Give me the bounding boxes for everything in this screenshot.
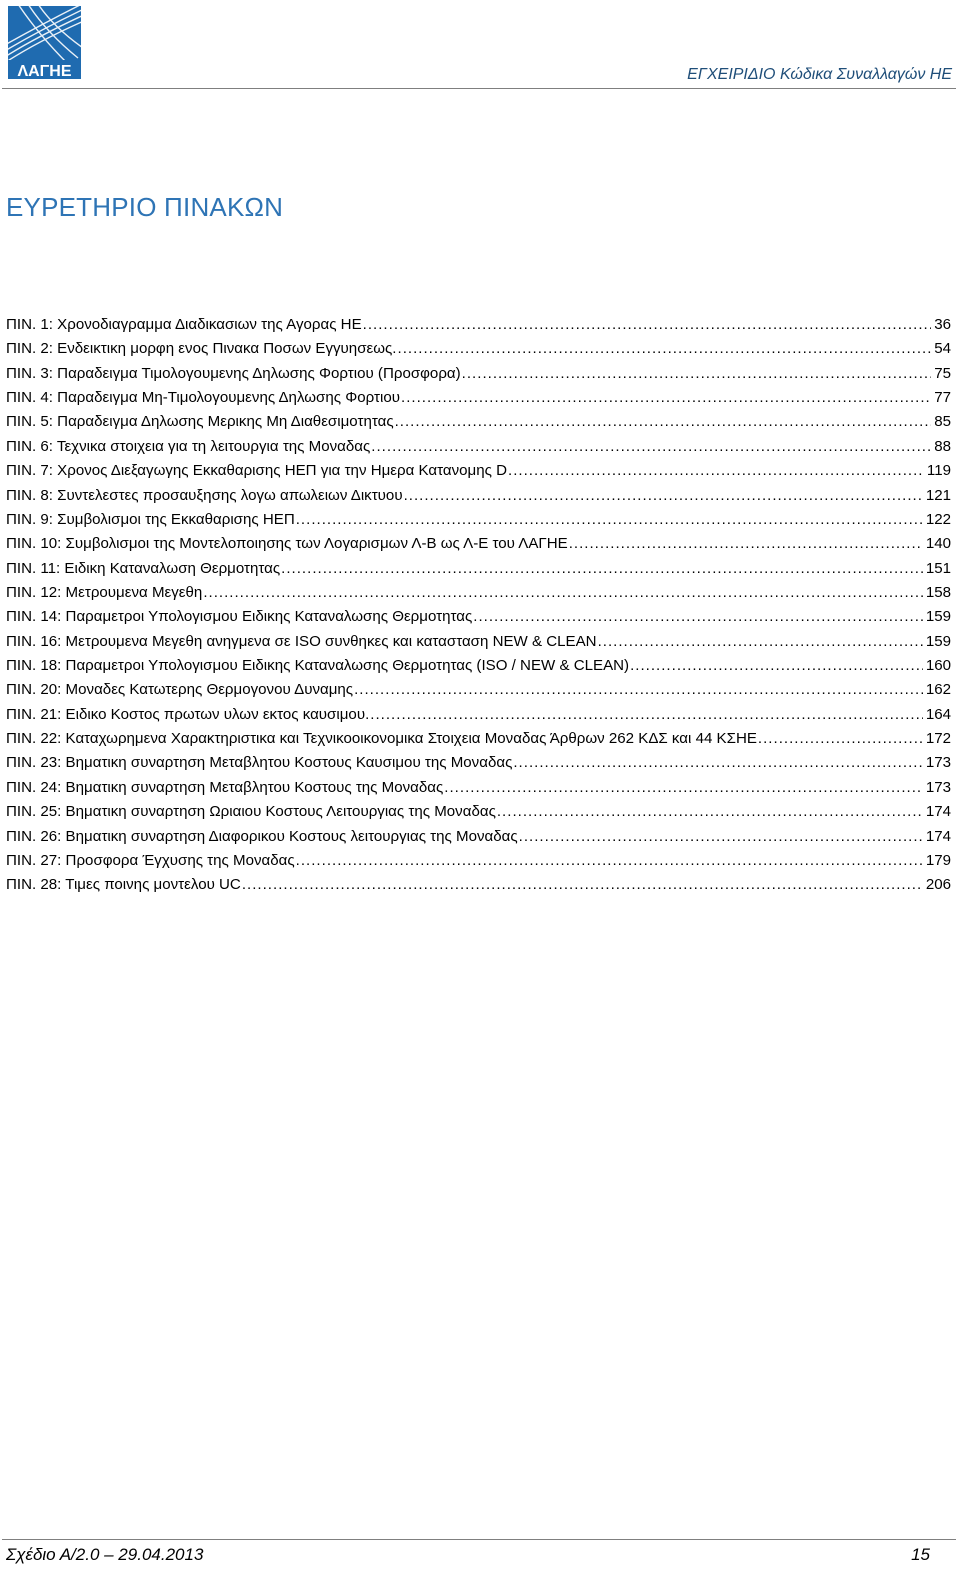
toc-dot-leader — [497, 800, 923, 824]
toc-entry-page: 172 — [925, 730, 951, 748]
toc-entry-label: ΠΙΝ. 8: Συντελεστες προσαυξησης λογω απωλειων Δικτυου — [6, 486, 403, 504]
toc-entry[interactable] — [6, 557, 951, 581]
toc-entry-label: ΠΙΝ. 26: Βηματικη συναρτηση Διαφορικου Κοστους λειτουργιας της Μοναδας — [6, 827, 518, 845]
toc-entry-page: 85 — [934, 413, 951, 431]
toc-entry[interactable] — [6, 386, 951, 410]
toc-entry-label: ΠΙΝ. 11: Ειδικη Καταναλωση Θερμοτητας — [6, 559, 281, 577]
toc-dot-leader — [513, 751, 922, 775]
toc-entry-label: ΠΙΝ. 4: Παραδειγμα Μη-Τιμολογουμενης Δηλωσης Φορτιου — [6, 389, 400, 407]
toc-dot-leader — [758, 727, 923, 751]
toc-entry-label: ΠΙΝ. 25: Βηματικη συναρτηση Ωριαιου Κοστους Λειτουργιας της Μοναδας — [6, 803, 496, 821]
toc-entry[interactable] — [6, 337, 951, 361]
footer-divider — [2, 1539, 956, 1540]
toc-entry-page: 151 — [925, 559, 951, 577]
table-of-tables — [6, 313, 951, 898]
toc-entry[interactable] — [6, 484, 951, 508]
toc-entry-page: 158 — [925, 583, 951, 601]
toc-entry-page: 54 — [934, 340, 951, 358]
lagie-logo — [8, 6, 81, 79]
toc-entry-page: 174 — [925, 827, 951, 845]
toc-entry-page: 179 — [925, 851, 951, 869]
toc-entry[interactable] — [6, 703, 951, 727]
toc-entry-label: ΠΙΝ. 20: Μοναδες Κατωτερης Θερμογονου Δυναμης — [6, 681, 354, 699]
toc-entry-label: ΠΙΝ. 5: Παραδειγμα Δηλωσης Μερικης Μη Διαθεσιμοτητας — [6, 413, 394, 431]
toc-entry[interactable] — [6, 654, 951, 678]
toc-entry-label: ΠΙΝ. 16: Μετρουμενα Μεγεθη ανηγμενα σε ISO συνθηκες και κατασταση NEW & CLEAN — [6, 632, 597, 650]
toc-entry-page: 75 — [934, 364, 951, 382]
toc-entry[interactable] — [6, 508, 951, 532]
toc-dot-leader — [296, 508, 923, 532]
toc-dot-leader — [444, 776, 923, 800]
toc-dot-leader — [370, 703, 923, 727]
toc-dot-leader — [508, 459, 924, 483]
toc-entry-page: 173 — [925, 778, 951, 796]
toc-dot-leader — [398, 337, 932, 361]
toc-entry[interactable] — [6, 435, 951, 459]
toc-entry-label: ΠΙΝ. 10: Συμβολισμοι της Μοντελοποιησης των Λογαρισμων Λ-Β ως Λ-Ε του ΛΑΓΗΕ — [6, 535, 568, 553]
toc-entry[interactable] — [6, 849, 951, 873]
toc-entry-page: 36 — [934, 316, 951, 333]
toc-entry-label: ΠΙΝ. 23: Βηματικη συναρτηση Μεταβλητου Κοστους Καυσιμου της Μοναδας — [6, 754, 513, 772]
toc-entry-page: 160 — [925, 657, 951, 675]
header-divider — [2, 88, 956, 89]
toc-dot-leader — [363, 313, 932, 337]
toc-entry-page: 121 — [925, 486, 951, 504]
toc-entry-page: 164 — [925, 705, 951, 723]
toc-entry-page: 140 — [925, 535, 951, 553]
toc-entry[interactable] — [6, 362, 951, 386]
toc-dot-leader — [371, 435, 931, 459]
toc-entry[interactable] — [6, 581, 951, 605]
toc-entry-label: ΠΙΝ. 28: Τιμες ποινης μοντελου UC — [6, 876, 241, 894]
toc-entry-label: ΠΙΝ. 24: Βηματικη συναρτηση Μεταβλητου Κοστους της Μοναδας — [6, 778, 444, 796]
toc-entry-label: ΠΙΝ. 22: Καταχωρημενα Χαρακτηριστικα και Τεχνικοοικονομικα Στοιχεια Μοναδας Άρθρων 262 ΚΔΣ και 44 ΚΣΗΕ — [6, 730, 757, 748]
toc-entry-page: 206 — [925, 876, 951, 894]
toc-entry-label: ΠΙΝ. 18: Παραμετροι Υπολογισμου Ειδικης Καταναλωσης Θερμοτητας (ISO / NEW & CLEAN) — [6, 657, 630, 675]
toc-entry[interactable] — [6, 751, 951, 775]
footer-page-number: 15 — [911, 1545, 930, 1564]
toc-entry-label: ΠΙΝ. 7: Χρονος Διεξαγωγης Εκκαθαρισης ΗΕΠ για την Ημερα Κατανομης D — [6, 462, 508, 480]
toc-entry-label: ΠΙΝ. 9: Συμβολισμοι της Εκκαθαρισης ΗΕΠ — [6, 510, 295, 528]
toc-dot-leader — [630, 654, 923, 678]
toc-entry-page: 159 — [925, 632, 951, 650]
toc-dot-leader — [401, 386, 931, 410]
toc-entry[interactable] — [6, 410, 951, 434]
toc-entry[interactable] — [6, 313, 951, 337]
toc-entry-page: 174 — [925, 803, 951, 821]
toc-entry-label: ΠΙΝ. 1: Χρονοδιαγραμμα Διαδικασιων της Αγορας ΗΕ — [6, 316, 362, 333]
toc-dot-leader — [281, 557, 923, 581]
toc-entry[interactable] — [6, 532, 951, 556]
toc-dot-leader — [519, 825, 923, 849]
toc-entry[interactable] — [6, 825, 951, 849]
toc-entry-label: ΠΙΝ. 3: Παραδειγμα Τιμολογουμενης Δηλωσης Φορτιου (Προσφορα) — [6, 364, 461, 382]
toc-entry-label: ΠΙΝ. 21: Ειδικο Κοστος πρωτων υλων εκτος καυσιμου. — [6, 705, 370, 723]
toc-entry-label: ΠΙΝ. 14: Παραμετροι Υπολογισμου Ειδικης Καταναλωσης Θερμοτητας — [6, 608, 473, 626]
toc-dot-leader — [354, 678, 923, 702]
document-title: ΕΓΧΕΙΡΙΔΙΟ Κώδικα Συναλλαγών ΗΕ — [687, 66, 952, 83]
toc-dot-leader — [473, 605, 923, 629]
toc-entry-label: ΠΙΝ. 2: Ενδεικτικη μορφη ενος Πινακα Ποσων Εγγυησεως. — [6, 340, 397, 358]
toc-entry[interactable] — [6, 800, 951, 824]
toc-entry-page: 173 — [925, 754, 951, 772]
toc-dot-leader — [296, 849, 923, 873]
toc-entry-label: ΠΙΝ. 6: Τεχνικα στοιχεια για τη λειτουργια της Μοναδας — [6, 437, 371, 455]
footer-version: Σχέδιο Α/2.0 – 29.04.2013 — [6, 1545, 204, 1564]
toc-dot-leader — [242, 873, 923, 897]
toc-entry[interactable] — [6, 630, 951, 654]
toc-entry-label: ΠΙΝ. 27: Προσφορα Έγχυσης της Μοναδας — [6, 851, 295, 869]
toc-dot-leader — [203, 581, 922, 605]
svg-text:ΛΑΓΗΕ: ΛΑΓΗΕ — [17, 63, 72, 79]
toc-entry[interactable] — [6, 605, 951, 629]
toc-dot-leader — [462, 362, 932, 386]
toc-dot-leader — [404, 484, 923, 508]
page-heading: ΕΥΡΕΤΗΡΙΟ ΠΙΝΑΚΩΝ — [6, 192, 284, 222]
toc-entry-page: 159 — [925, 608, 951, 626]
toc-entry-page: 88 — [934, 437, 951, 455]
toc-entry-page: 119 — [926, 462, 951, 480]
toc-dot-leader — [395, 410, 932, 434]
toc-dot-leader — [598, 630, 923, 654]
toc-entry-page: 77 — [934, 389, 951, 407]
toc-entry[interactable] — [6, 776, 951, 800]
toc-entry-page: 162 — [925, 681, 951, 699]
toc-entry[interactable] — [6, 873, 951, 897]
page-header — [0, 0, 960, 92]
toc-entry-label: ΠΙΝ. 12: Μετρουμενα Μεγεθη — [6, 583, 203, 601]
toc-entry-page: 122 — [925, 510, 951, 528]
toc-entry[interactable] — [6, 678, 951, 702]
toc-entry[interactable] — [6, 727, 951, 751]
toc-dot-leader — [569, 532, 923, 556]
toc-entry[interactable] — [6, 459, 951, 483]
